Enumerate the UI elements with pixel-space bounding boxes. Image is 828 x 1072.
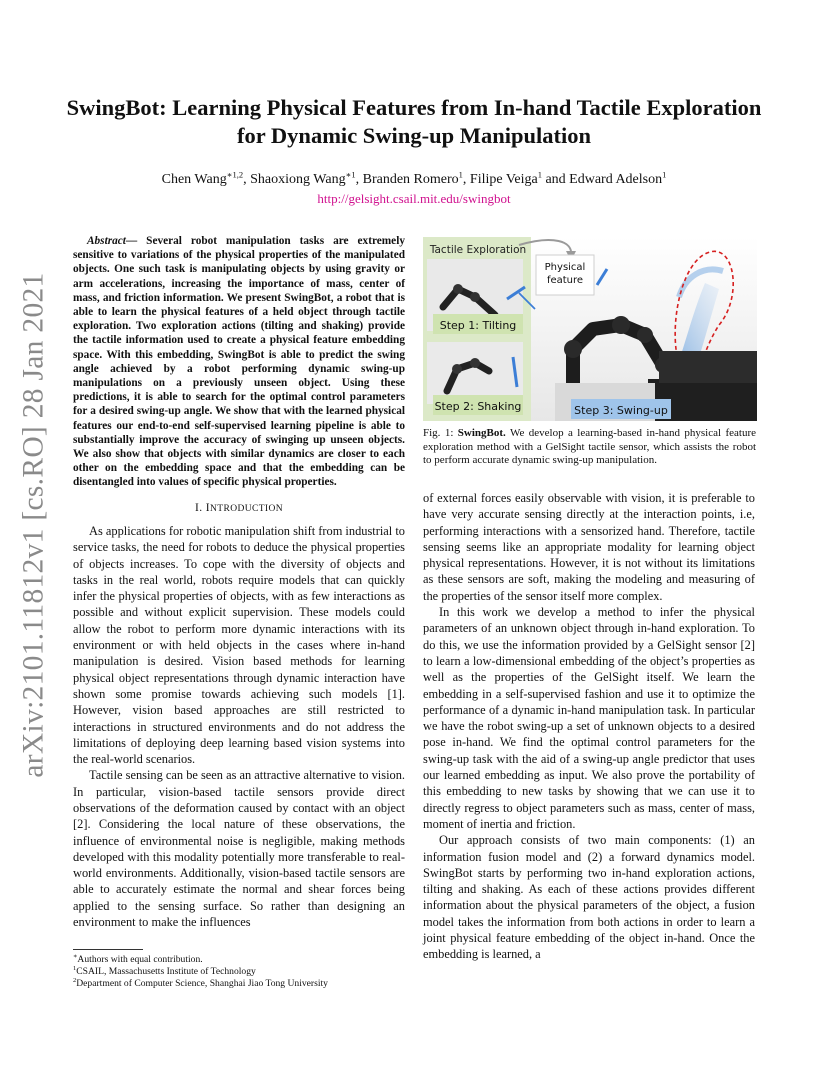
author-separator: , xyxy=(355,172,363,187)
title-line-1: SwingBot: Learning Physical Features from In-hand Tactile Exploration xyxy=(66,95,762,120)
step1-label: Step 1: Tilting xyxy=(439,319,517,332)
author-name: Branden Romero xyxy=(362,172,459,187)
physical-feature-label-2: feature xyxy=(546,275,584,286)
exploration-label: Tactile Exploration xyxy=(429,244,527,256)
author-affiliation-marker: 1 xyxy=(537,169,542,180)
intro-paragraph-1: As applications for robotic manipulation shift from industrial to service tasks, the need for robots to deduce the physical properties of objects increases. To cope with the diversity of objects and tasks in the real world, robots require models that can quickly infer the physical properties of objects, with as few interactions as possible and without explicit supervision. These models could allow the robot to perform more dynamic interactions with its environment or with held objects in the cases where in-hand manipulation is desired. Vision based methods for learning physical object representations through dynamic interaction have shown some promise towards achieving such models [1]. However, vision based approaches are still restricted to interactions in structured environments and do not address the limitations of deploying deep learning based vision systems into the real-world scenarios. xyxy=(73,523,405,767)
author-name: Filipe Veiga xyxy=(469,172,538,187)
physical-feature-label-1: Physical xyxy=(544,262,586,273)
author-affiliation-marker: ∗1 xyxy=(345,169,356,180)
figure-1 xyxy=(423,237,757,421)
monitor xyxy=(659,351,757,383)
shaking-photo xyxy=(427,342,523,404)
figure-1-illustration xyxy=(423,237,757,421)
arxiv-identifier-text: arXiv:2101.11812v1 [cs.RO] 28 Jan 2021 xyxy=(17,272,50,778)
section-heading-introduction xyxy=(73,500,405,517)
left-column xyxy=(73,234,405,930)
section-title-rest: NTRODUCTION xyxy=(210,503,284,514)
author-affiliation-marker: 1 xyxy=(458,169,463,180)
right-column xyxy=(423,490,755,963)
author-affiliation-marker: 1 xyxy=(662,169,667,180)
author-name: Shaoxiong Wang xyxy=(250,172,346,187)
right-paragraph-2: In this work we develop a method to infer the physical parameters of an unknown object through in-hand exploration. To do this, we use the information provided by a GelSight sensor [2] to learn a low-dimensional embedding of the object’s properties as well as the properties of the GelSight itself. We learn the embedding in a self-supervised fashion and use it to optimize the performance of a dynamic in-hand manipulation task. In particular we have the robot swing-up a set of unknown objects to a desired pose in-hand. We find the optimal control parameters for the swing-up task with the aid of a swing-up angle predictor that uses our learned embedding as input. We also prove the portability of this embedding to new tasks by showing that we can use it to directly regress to object parameters such as mass, center of mass, moment of inertia and friction. xyxy=(423,605,755,831)
project-url[interactable]: http://gelsight.csail.mit.edu/swingbot xyxy=(317,191,511,206)
footnote-rule xyxy=(73,949,143,950)
author-separator: and xyxy=(541,172,570,187)
footnote-equal-contribution: ∗Authors with equal contribution. xyxy=(73,952,203,965)
right-paragraph-3: Our approach consists of two main components: (1) an information fusion model and (2) a forward dynamics model. SwingBot starts by performing two in-hand exploration actions, tilting and shaking. As each of these actions provides different information about the physical parameters of the object, a fusion model takes the information from both actions in order to learn a joint physical feature embedding of the object in-hand. Once the embedding is learned, a xyxy=(423,833,755,962)
author-affiliation-marker: ∗1,2 xyxy=(226,169,244,180)
abstract-label: Abstract xyxy=(87,235,126,247)
author-separator: , xyxy=(243,172,251,187)
abstract xyxy=(73,234,405,490)
abstract-text: Several robot manipulation tasks are extremely sensitive to variations of the physical properties of the manipulated objects. One such task is manipulating objects by using gravity or arm accelerations, increasing the importance of mass, center of mass, and friction information. We present SwingBot, a robot that is able to learn the physical features of a held object through tactile exploration. Two exploration actions (tilting and shaking) provide the tactile information used to create a physical feature embedding space. With this embedding, SwingBot is able to predict the swing angle achieved by a robot performing dynamic swing-up manipulations on a previously unseen object. Using these predictions, it is able to search for the optimal control parameters for a desired swing-up angle. We show that with the learned physical features our end-to-end self-supervised learning pipeline is able to substantially improve the accuracy of swinging up unseen objects. We also show that objects with similar dynamics are closer to each other on the embedding space and that the embedding can be disentangled into values of specific physical properties. xyxy=(73,235,405,489)
footnote-affiliation-2: $^2$Department of Computer Science, Shanghai Jiao Tong University xyxy=(73,976,328,989)
title-line-2: for Dynamic Swing-up Manipulation xyxy=(236,123,592,148)
footnote-affiliation-1: $^1$CSAIL, Massachusetts Institute of Technology xyxy=(73,964,256,977)
caption-bold: SwingBot. xyxy=(457,427,506,439)
paper-title xyxy=(60,94,768,150)
footnotes xyxy=(73,953,405,990)
author-separator: , xyxy=(462,172,470,187)
step2-label: Step 2: Shaking xyxy=(434,400,522,413)
step3-label: Step 3: Swing-up xyxy=(574,404,668,417)
right-paragraph-1: of external forces easily observable with vision, it is preferable to have very accurate sensing directly at the interaction points, i.e, performing interactions with a sensorized hand. Therefore, tactile sensing seems like an appropriate modality for learning object physical representations. However, it is not without its limitations as these sensors are soft, making the modeling and measuring of the properties of the sensor itself more complex. xyxy=(423,491,755,603)
author-name: Edward Adelson xyxy=(569,172,663,187)
caption-label: Fig. 1: xyxy=(423,427,458,439)
abstract-dash: — xyxy=(125,235,138,247)
intro-paragraph-2: Tactile sensing can be seen as an attractive alternative to vision. In particular, vision-based tactile sensors provide direct observations of the deformation caused by contact with an object [2]. Considering the local nature of these observations, the influence of environmental noise is negligible, making methods developed with this modality potentially more transferable to real-world environments. Additionally, vision-based tactile sensors are able to accurately estimate the normal and shear forces being applied to the sensing surface. So rather than designing an environment to make the influences xyxy=(73,768,406,930)
author-list xyxy=(60,171,768,189)
author-name: Chen Wang xyxy=(161,172,227,187)
figure-1-caption xyxy=(423,427,756,468)
arxiv-identifier xyxy=(4,272,64,778)
section-first-letter: I xyxy=(205,501,210,514)
section-number: I. xyxy=(194,501,206,514)
caption-text: We develop a learning-based in-hand physical feature exploration method with a GelSight tactile sensor, which assists the robot to perform accurate dynamic swing-up manipulation. xyxy=(423,427,756,467)
